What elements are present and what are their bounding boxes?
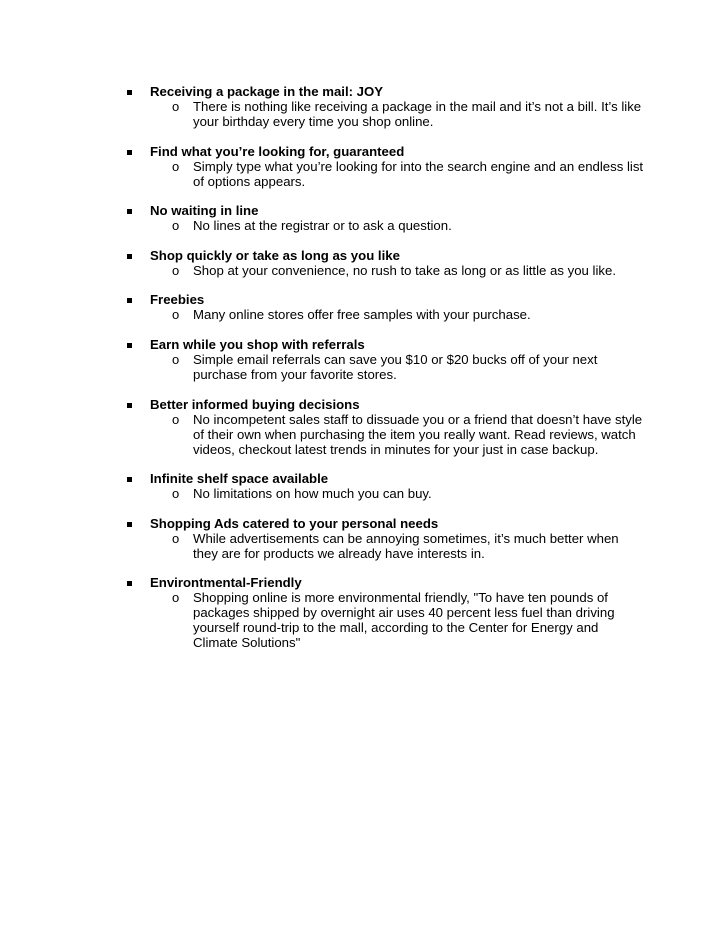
circle-bullet-icon: o — [172, 307, 180, 323]
list-item — [124, 84, 644, 129]
item-detail: No incompetent sales staff to dissuade you or a friend that doesn’t have style of their own when purchasing the item you really want. Read reviews, watch videos, checkout latest trends in minutes for your just in case backup. — [193, 411, 643, 457]
list-item — [124, 248, 644, 278]
sub-item — [150, 590, 644, 650]
square-bullet-icon — [127, 581, 132, 586]
square-bullet-icon — [127, 522, 132, 527]
item-detail: Simple email referrals can save you $10 or $20 bucks off of your next purchase from your favorite stores. — [193, 351, 598, 382]
item-title: No waiting in line — [150, 203, 259, 219]
square-bullet-icon — [127, 403, 132, 408]
item-detail: Shop at your convenience, no rush to take as long or as little as you like. — [193, 262, 616, 278]
item-title: Find what you’re looking for, guaranteed — [150, 143, 405, 159]
circle-bullet-icon: o — [172, 351, 180, 367]
sub-item — [150, 352, 644, 382]
item-detail: While advertisements can be annoying sometimes, it’s much better when they are for products we already have interests in. — [193, 530, 619, 561]
sub-item — [150, 531, 644, 561]
item-title: Environtmental-Friendly — [150, 575, 302, 591]
list-item — [124, 516, 644, 561]
circle-bullet-icon: o — [172, 486, 180, 502]
list-item — [124, 575, 644, 650]
item-detail: No lines at the registrar or to ask a question. — [193, 218, 452, 234]
circle-bullet-icon: o — [172, 262, 180, 278]
circle-bullet-icon: o — [172, 158, 180, 174]
sub-item — [150, 412, 644, 457]
list-item — [124, 292, 644, 322]
sub-item — [150, 486, 644, 501]
circle-bullet-icon: o — [172, 218, 180, 234]
item-detail: Shopping online is more environmental friendly, "To have ten pounds of packages shipped by overnight air uses 40 percent less fuel than driving yourself round-trip to the mall, according to the Center for Energy and Climate Solutions" — [193, 590, 615, 651]
list-item — [124, 397, 644, 457]
circle-bullet-icon: o — [172, 411, 180, 427]
circle-bullet-icon: o — [172, 99, 180, 114]
item-title: Shop quickly or take as long as you like — [150, 247, 400, 263]
list-item — [124, 144, 644, 189]
benefits-list — [124, 84, 644, 665]
square-bullet-icon — [127, 150, 132, 155]
item-detail: There is nothing like receiving a package in the mail and it’s not a bill. It’s like your birthday every time you shop online. — [193, 99, 642, 129]
square-bullet-icon — [127, 209, 132, 214]
item-detail: Simply type what you’re looking for into the search engine and an endless list of options appears. — [193, 158, 644, 189]
sub-item — [150, 263, 644, 278]
item-title: Infinite shelf space available — [150, 471, 329, 487]
square-bullet-icon — [127, 477, 132, 482]
square-bullet-icon — [127, 343, 132, 348]
sub-item — [150, 307, 644, 322]
sub-item — [150, 99, 644, 129]
list-item — [124, 471, 644, 501]
item-title: Freebies — [150, 292, 205, 308]
sub-item — [150, 218, 644, 233]
item-title: Earn while you shop with referrals — [150, 336, 365, 352]
item-detail: No limitations on how much you can buy. — [193, 486, 432, 502]
item-title: Receiving a package in the mail: JOY — [150, 84, 384, 99]
square-bullet-icon — [127, 254, 132, 259]
list-item — [124, 337, 644, 382]
circle-bullet-icon: o — [172, 530, 180, 546]
square-bullet-icon — [127, 90, 132, 95]
list-item — [124, 203, 644, 233]
sub-item — [150, 159, 644, 189]
item-title: Better informed buying decisions — [150, 396, 360, 412]
circle-bullet-icon: o — [172, 590, 180, 606]
item-title: Shopping Ads catered to your personal needs — [150, 515, 439, 531]
square-bullet-icon — [127, 298, 132, 303]
item-detail: Many online stores offer free samples with your purchase. — [193, 307, 531, 323]
